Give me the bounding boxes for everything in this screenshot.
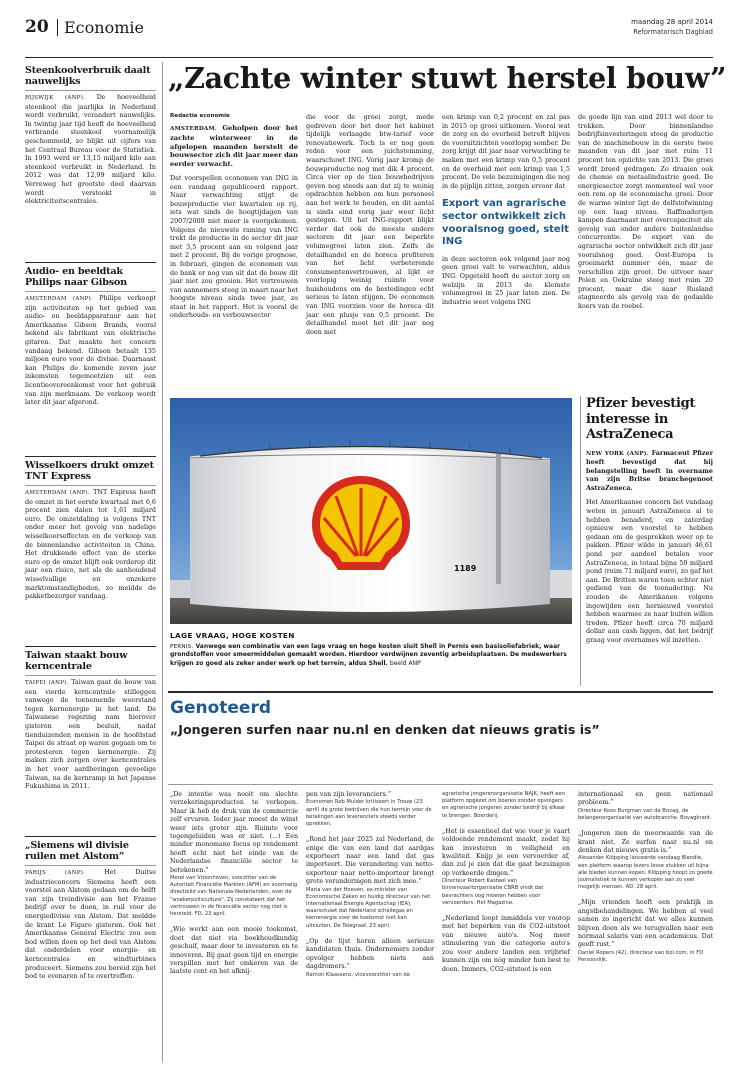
dateline: NEW YORK (ANP). [586,450,649,457]
brief-steenkool [25,65,156,206]
pfizer-article [586,396,713,645]
brief-body: TNT Express heeft de omzet in het eerste kwartaal met 6,6 procent zien dalen tot 1,61 miljard euro. De omzetdaling is volgens TNT onder meer het gevolg van nadelige wisselkoerseffecten en de verkoop van de binnenlandse activiteiten in China. Het drukkende effect van de sterke euro op de omzet blijft ook verderop dit jaar een risico, net als de aanhoudend wisselvallige en onzekere marktomstandigheden, zo meldde de pakketbezorger vandaag. [25,488,156,601]
quote: „Nederland loopt inmiddels ver voorop met het beperken van de CO2-uitstoot van nieuwe auto's. Nog meer stimulering van die categorie auto's zou voor andere landen een vrijbrief kunnen zijn om nóg minder hun best te doen. Immers, CO2-uitstoot is een [442,915,570,973]
divider [25,456,156,457]
quotes-col-2 [306,791,434,987]
quotes-col-3 [442,791,570,974]
quote: „Wie werkt aan een mooie toekomst, doet dat niet via boekhoudkundig geschuif, maar door te investeren en te innoveren. Bij gaat geen tijd en energie verspillen met het omkeren van de laatste cent en het afknij- [170,926,298,976]
tank-number: 1189 [454,564,477,573]
body-column: in deze sectoren ook volgend jaar nog geen groei valt te verwachten, aldus ING. Opgeteld heeft de sector zorg en welzijn in 2013 de kleinste volumegroei in 25 jaar laten zien. De industrie weet volgens ING [442,254,570,306]
quote: internationaal en geen nationaal probleem.” [578,791,713,807]
quote-source: Directeur Robert Kasteel van binnenvaartorganisatie CBRB vindt dat bevrachters oog moeten hebben voor vervoerders. Het Magazine. [442,878,544,906]
brief-body: Taiwan gaat de bouw van een vierde kerncentrale stilleggen vanwege de toenemende weerstand tegen kernenergie in het land. De Taiwanese regering nam hierover gisteren een besluit, nadat tienduizenden mensen in de hoofdstad Taipei de straat op waren gegaan om te protesteren tegen kernenergie. Zij maken zich zorgen over kerncentrales in het voor aardbevingen gevoelige Taiwan, na de kernramp in het Japanse Fukushima in 2011. [25,678,156,791]
caption-dateline: PERNIS. [170,644,194,650]
lead-paragraph: Geholpen door het zachte winterweer in de afgelopen maanden herstelt de bouwsector zich dit jaar meer dan eerder verwacht. [170,124,298,169]
quotes-col-4 [578,791,713,972]
brief-body: De hoeveelheid steenkool die jaarlijks in Nederland wordt verbruikt, verandert nauwelijks. In twintig jaar tijd heeft de hoeveelheid verbrande steenkool voornamelijk geschommeld, zo blijkt uit cijfers van het Centraal Bureau voor de Statistiek. In 1993 werd er 13,15 miljard kilo aan steenkool verbruikt in Nederland. In 2012 was dat 12,99 miljard kilo. Verreweg het grootste deel daarvan wordt verstookt in elektriciteitscentrales. [25,93,157,206]
lead-dateline: AMSTERDAM. [170,126,217,132]
brief-siemens [25,840,156,981]
brief-tnt [25,460,156,601]
divider [25,675,156,676]
divider [25,90,156,91]
dateline: RIJSWIJK (ANP). [25,95,86,101]
brief-title: Taiwan staakt bouw kerncentrale [25,650,128,672]
quotes-col-1 [170,791,298,977]
column-divider [580,396,581,686]
body-column: Het Amerikaanse concern liet vandaag weten in januari AstraZeneca al te hebben benaderd, en zaterdag opnieuw een voorstel te hebben gedaan om de gesprekken weer op te pakken. Pfizer wilde in januari 46,61 pond per aandeel betalen voor AstraZeneca, in totaal bijna 59 miljard pond (ruim 71 miljard euro), zo gaf het aan. De Britten waren toen echter niet gediend van de toenadering. Nu zouden de Amerikanen volgens ingewijden een hernieuwd voorstel hebben waarmee ze naar buiten willen treden. Pfizer heeft circa 70 miljard dollar aan cash liggen, dat het bedrijf graag voor overnames wil inzetten. [586,498,713,644]
divider [25,291,156,292]
quote-source: Alexander Klöpping lanceerde vandaag Blendle, een platform waarop lezers losse stukken uit bijna alle bladen kunnen kopen. Klöpping hoopt zo goede journalistiek te kunnen verkopen aan zo veel mogelijk mensen. AD, 28 april. [578,855,713,891]
news-sidebar [25,62,156,1062]
divider [168,784,713,785]
brief-title: „Siemens wil divisie ruilen met Alstom” [25,840,129,862]
divider [25,262,156,263]
section-divider [57,19,58,36]
lead-paragraph: Farmaceut Pfizer heeft bevestigd dat hij belangstelling heeft in overname van zijn Britse branchegenoot AstraZeneca. [586,448,713,492]
brief-title: Wisselkoers drukt omzet TNT Express [25,460,154,482]
column-divider [162,62,163,1062]
brief-body: Het Duitse industrieconcern Siemens heeft een voorstel aan Alstom gedaan om de helft van zijn treindivisie aan het Franse bedrijf over te doen, in ruil voor de energiedivisie van Alstom. Dat meldde de krant Le Figaro gisteren. Ook het Amerikaanse General Electric zou een bod willen doen op het deel van Alstom dat onderdelen voor energie- en kerncentrales en windturbines produceert. Siemens zou bereid zijn het bod te evenaren of te overtreffen. [25,868,156,981]
newspaper-name: Reformatorisch Dagblad [633,28,713,36]
genoteerd-label: Genoteerd [170,698,272,718]
page-header [25,16,713,56]
divider [25,485,156,486]
dateline: AMSTERDAM (ANP). [25,490,90,496]
caption-title: LAGE VRAAG, HOGE KOSTEN [170,631,295,640]
genoteerd-headline: „Jongeren surfen naar nu.nl en denken dat nieuws gratis is” [170,722,600,737]
article-subhead: Export van agrarische sector ontwikkelt zich vooralsnog goed, stelt ING [442,198,569,248]
shell-tank-photo [170,398,572,624]
main-article-col2: die voor de groei zorgt, mede gedreven door het door het kabinet tijdelijk verlaagde btw-tarief voor renovatiewerk. Toch is er nog geen reden voor een juichstemming, waarschuwt ING. Vorig jaar kromp de bouwproductie nog met dik 4 procent. Circa vier op de tien bouwbedrijven geven nog steeds aan dat zij te weinig opdrachten hebben om hun personeel aan het werk te houden, en dit aantal is sinds eind vorig jaar weer licht gestegen. Uit het ING-rapport blijkt verder dat ook de meeste andere sectoren dit jaar een beperkte volumegroei laten zien. Zelfs de detailhandel en de horeca profiteren van het licht verbeterende consumentenvertrouwen, al lijkt er voorlopig weinig ruimte voor huishoudens om de bestedingen echt serieus te laten stijgen. De economen van ING voorzien voor de horeca dit jaar een plusje van 0,5 procent. De detailhandel moet het dit jaar nog doen met [306,113,434,336]
quote: pen van zijn leveranciers.” [306,791,392,798]
body-column: Dat voorspellen economen van ING in een vandaag gepubliceerd rapport. Naar verwachting stijgt de bouwproductie vier kwartalen op rij, iets wat sinds de hoogtijdagen van 2007/2008 niet meer is voorgekomen. Volgens de nieuwste raming van ING trekt de productie in de sector dit jaar met 3,5 procent aan en volgend jaar met 2 procent. Bij de vorige prognose, in februari, gingen de economen van de bank er nog van uit dat de bouw dit jaar niet zou groeien. Het vertrouwen van aannemers steeg in maart naar het hoogste niveau sinds twee jaar, zo staat in het rapport. Het is vooral de onderhouds- en verbouwsector [170,173,298,320]
main-article-col4: de goede lijn van eind 2013 wel door te trekken. Door binnenlandse bedrijfsinvesteringen steeg de productie van de machinebouw in de eerste twee maanden van dit jaar met ruim 11 procent ten opzichte van 2013. Die groei wordt breed gedragen. Zo draaien ook de chemie en metaalindustrie goed. De energiesector zorgt momenteel wel voor een rem op de economische groei. Door de warme winter ligt de delfstofwinning op een laag niveau. Raffinaderijen kampen daarnaast met overcapaciteit als gevolg van onder andere buitenlandse concurrentie. De export van de agrarische sector ontwikkelt zich dit jaar vooralsnog goed. Oost-Europa is groeimarkt nummer één, maar de verschillen zijn groot. De uitvoer naar Polen en Oekraïne steeg met ruim 20 procent, maar die naar Rusland stagneerde als gevolg van de gedaalde koers van de roebel. [578,113,713,311]
article-title: Pfizer bevestigt interesse in AstraZeneca [586,396,696,442]
quote: „Het is essentieel dat wie voor je vaart voldoende rendement maakt, zodat hij kan investeren in veiligheid en kwaliteit. Knijp je een vervoerder af, dan zul je zien dat die gaat bezuinigen op verkeerde dingen.” [442,827,570,877]
quote-source: Merel van Vroonhoven, voorzitter van de Autoriteit Financiële Markten (AFM) en voormalig directielid van Nationale-Nederlanden, over de "woekerpolisculture". Zij constateert dat het vertrouwen in de financiële sector nog niet is hersteld. FD, 23 april. [170,875,298,918]
divider [25,646,156,647]
page-number: 20 [25,17,49,37]
main-headline: „Zachte winter stuwt herstel bouw” [168,61,727,95]
photo-credit: beeld ANP [389,659,421,667]
section-name: Economie [64,18,144,37]
caption-body: Vanwege een combinatie van een lage vraag en hoge kosten sluit Shell in Pernis een basisoliefabriek, waar grondstoffen voor smeermiddelen gemaakt worden. Hierdoor verdwijnen zeventig arbeidsplaatsen. De medewerkers krijgen zo goed als zeker ander werk op het terrein, aldus Shell. [170,643,567,667]
brief-taiwan [25,650,156,791]
quote-source: Daniel Ropers (42), directeur van bol.com, in FD Persoonlijk. [578,949,704,964]
brief-title: Steenkoolverbruik daalt nauwelijks [25,65,151,87]
brief-title: Audio- en beeldtak Philips naar Gibson [25,266,127,288]
dateline: AMSTERDAM (ANP). [25,296,93,302]
quote-source: Directeur Koos Burgman van de Bovag, de belangenorganisatie van autobranche. Bovagkrant. [578,807,712,822]
quote-source: Economen Rob Mulder kritiseert in Trouw (23 april) de grote bedrijven die hun termijn voor de betalingen aan leveranciers steeds verder oprekken. [306,799,432,828]
quote-source: Maria van der Hoeven, ex-minister van Economische Zaken en huidig directeur van het Internationaal Energie Agentschap (IEA), waarschuwt dat Nederland schaliegas en kernenergie voor de toekomst niet kan uitsluiten. De Telegraaf, 23 april. [306,886,431,929]
divider [25,865,156,866]
main-article-col1 [170,113,298,320]
quote: „Jongeren zien de meerwaarde van de krant niet. Ze surfen naar nu.nl en denken dat nieuws gratis is.” [578,830,713,855]
quote: „Rond het jaar 2025 zal Nederland, de enige die van een land dat aardgas exporteert naar een land dat gas importeert. Die verandering van netto-exporteur naar netto-importeur brengt grote veranderingen met zich mee.” [306,836,434,886]
header-rule [25,57,713,58]
dateline: TAIPEI (ANP). [25,680,69,686]
body-column: een krimp van 0,2 procent en zal pas in 2015 op groei uitkomen. Vooral wat de zorg en de overheid betreft blijven de vooruitzichten voorlopig somber. De zorg krijgt dit jaar naar verwachting te maken met een krimp van 0,5 procent en de overheid met een krimp van 1,5 procent. De vele bezuinigingen die nog in de pijplijn zitten, zorgen ervoor dat [442,113,570,190]
divider [25,836,156,837]
quote: „Op de lijst horen alleen serieuze kandidaten thuis. Ondernemers zonder opvolger hebben niets aan dagdromers.” [306,937,434,971]
dateline: PARIJS (ANP). [25,870,86,876]
section-rule [168,691,713,693]
main-article-col3 [442,113,570,306]
quote: „De intentie was nooit om slechte verzekeringsproducten te verkopen. Maar ik heb de druk van de commercie zelf ervaren. Ieder jaar moest de winst weer iets groter zijn. Ruimte voor tegengeluiden was er niet. (...) Een minder monomane focus op rendement hoeft echt niet het einde van de Nederlandse financiële sector te betekenen.” [170,791,298,874]
quote: „Mijn vrienden heeft een praktijk in angstbehandelingen. We hebben al veel samen zo ingericht dat we alles kunnen blijven doen als we terugvallen naar een normaal salaris van een academicus. Dat geeft rust.” [578,899,713,949]
quote-source: agrarische jongerenorganisatie NAJK, heeft een platform opgezet om boeren zonder opvolgers en agrarische jongeren zonder bedrijf bij elkaar te brengen. Boerderij. [442,791,566,819]
byline: Redactie economie [170,113,230,119]
photo-caption [170,631,572,668]
shell-logo [306,468,416,580]
brief-philips [25,266,156,407]
quote-source: Ramon Klaassens, vicevoorzitter van de [306,971,410,978]
issue-date: maandag 28 april 2014 [631,18,713,26]
brief-body: Philips verkoopt zijn activiteiten op het gebied van audio- en beeldapparatuur aan het Amerikaanse Gibson Brands, vooral bekend als fabrikant van elektrische gitaren. Dat maakte het concern vandaag bekend. Gibson betaalt 135 miljoen euro voor de divisie. Daarnaast kan Philips de komende zeven jaar inkomsten tegemoetzien uit een licentieovereenkomst voor het gebruik van zijn merknaam. De verkoop wordt later dit jaar afgerond. [25,294,156,407]
